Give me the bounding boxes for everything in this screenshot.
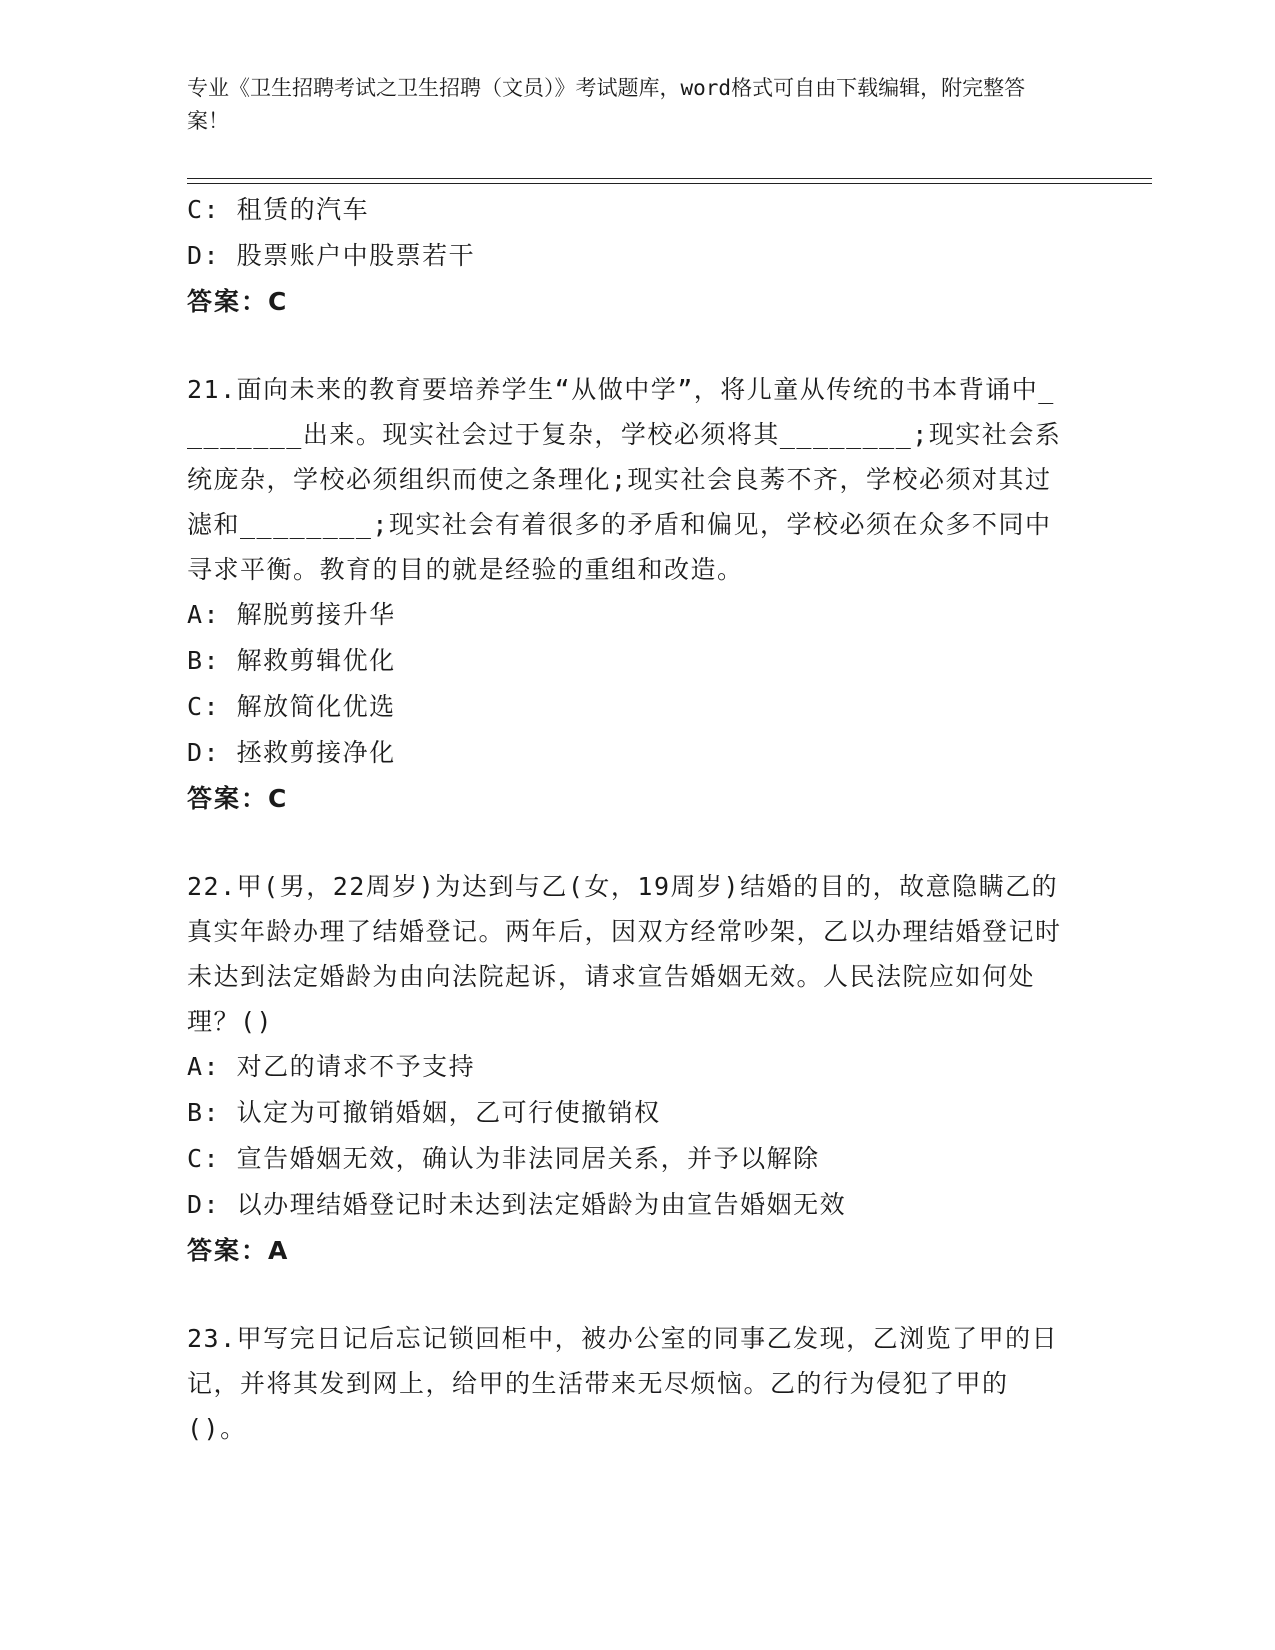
question-20-tail xyxy=(187,187,1067,325)
option-d: D: 拯救剪接净化 xyxy=(187,738,396,767)
header-rule-bottom xyxy=(187,183,1152,184)
answer: 答案：C xyxy=(187,287,289,316)
question-stem: 23.甲写完日记后忘记锁回柜中，被办公室的同事乙发现，乙浏览了甲的日记，并将其发到网上，给甲的生活带来无尽烦恼。乙的行为侵犯了甲的()。 xyxy=(187,1324,1059,1443)
option-c: C: 解放简化优选 xyxy=(187,692,396,721)
option-b: B: 认定为可撤销婚姻，乙可行使撤销权 xyxy=(187,1098,661,1127)
option-d: D: 股票账户中股票若干 xyxy=(187,241,476,270)
question-list xyxy=(187,187,1067,1451)
header-rule-top xyxy=(187,178,1152,179)
answer: 答案：A xyxy=(187,1236,290,1265)
answer: 答案：C xyxy=(187,784,289,813)
question-21 xyxy=(187,367,1067,822)
question-22 xyxy=(187,864,1067,1274)
question-23 xyxy=(187,1316,1067,1451)
option-c: C: 宣告婚姻无效，确认为非法同居关系，并予以解除 xyxy=(187,1144,820,1173)
spacer xyxy=(187,1274,1067,1316)
question-stem: 22.甲(男，22周岁)为达到与乙(女，19周岁)结婚的目的，故意隐瞒乙的真实年龄办理了结婚登记。两年后，因双方经常吵架，乙以办理结婚登记时未达到法定婚龄为由向法院起诉，请求宣告婚姻无效。人民法院应如何处理？() xyxy=(187,872,1062,1036)
document-header: 专业《卫生招聘考试之卫生招聘（文员）》考试题库，word格式可自由下载编辑，附完整答案！ xyxy=(187,76,1026,133)
spacer xyxy=(187,822,1067,864)
spacer xyxy=(187,325,1067,367)
option-d: D: 以办理结婚登记时未达到法定婚龄为由宣告婚姻无效 xyxy=(187,1190,847,1219)
question-stem: 21.面向未来的教育要培养学生“从做中学”，将儿童从传统的书本背诵中________出来。现实社会过于复杂，学校必须将其________;现实社会系统庞杂，学校必须组织而使之条理化;现实社会良莠不齐，学校必须对其过滤和________;现实社会有着很多的矛盾和偏见，学校必须在众多不同中寻求平衡。教育的目的就是经验的重组和改造。 xyxy=(187,375,1062,584)
option-a: A: 对乙的请求不予支持 xyxy=(187,1052,476,1081)
option-c: C: 租赁的汽车 xyxy=(187,195,370,224)
option-a: A: 解脱剪接升华 xyxy=(187,600,396,629)
option-b: B: 解救剪辑优化 xyxy=(187,646,396,675)
